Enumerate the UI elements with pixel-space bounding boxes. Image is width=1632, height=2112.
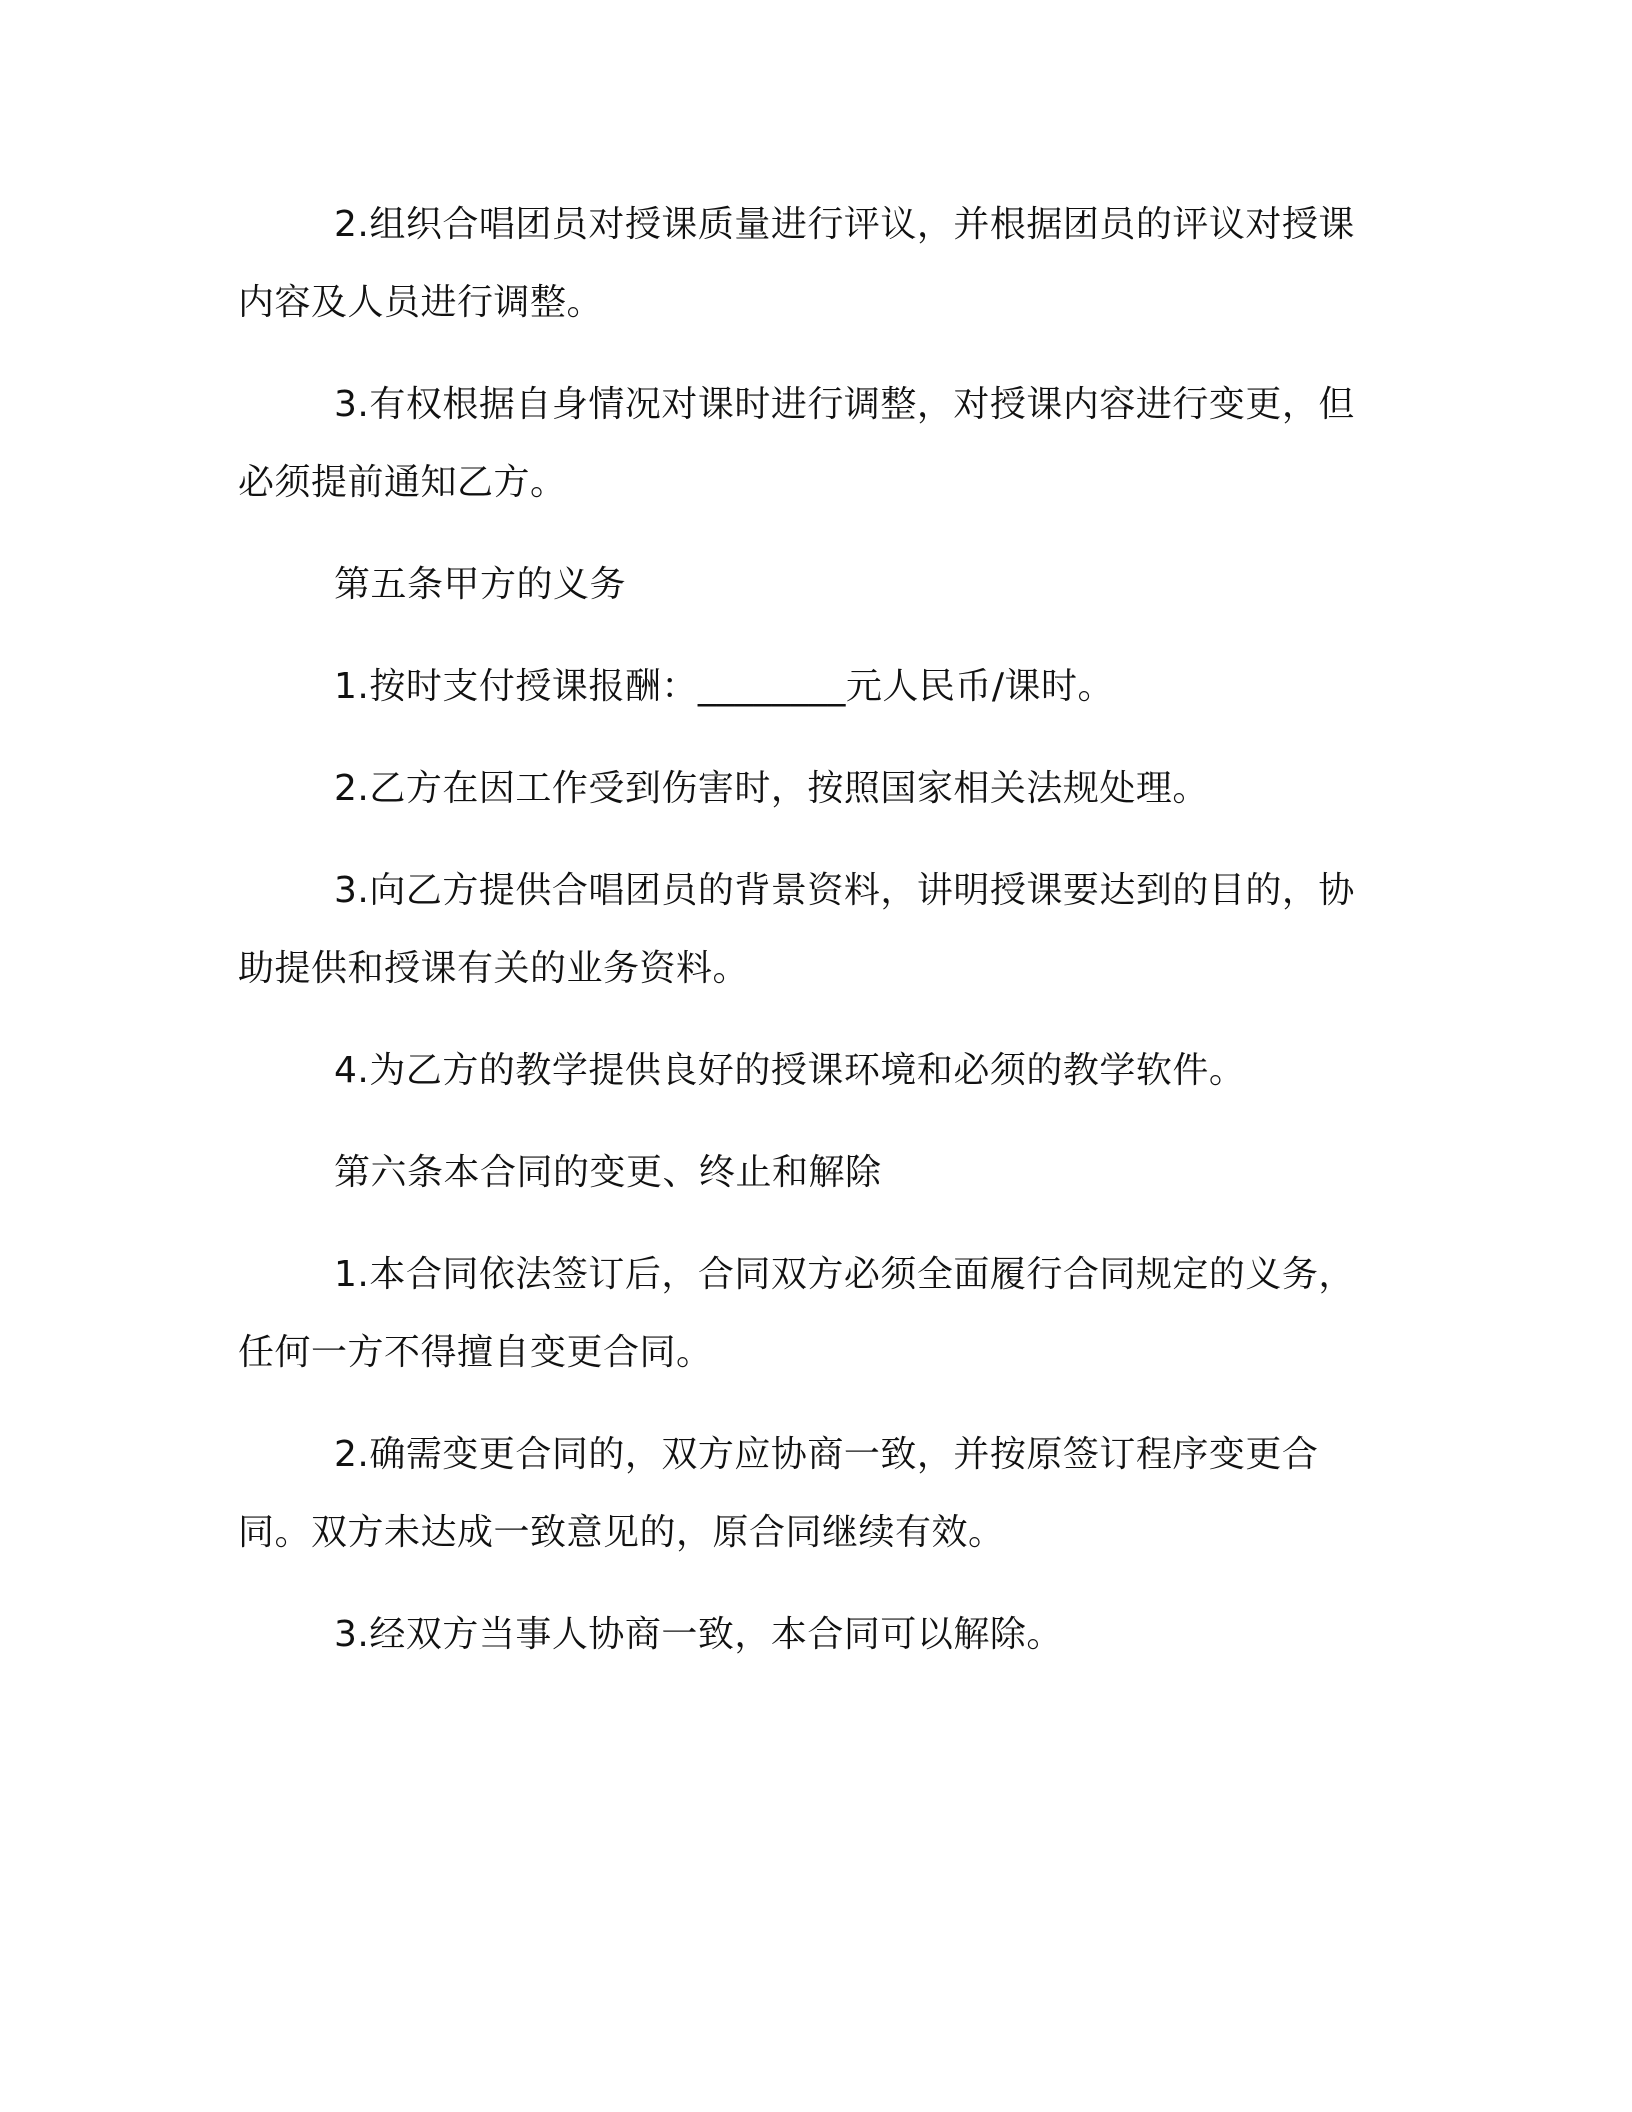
section-heading-article-6: 第六条本合同的变更、终止和解除 xyxy=(334,1152,882,1193)
paragraph-change-2: 2.确需变更合同的，双方应协商一致，并按原签订程序变更合同。双方未达成一致意见的，原合同继续有效。 xyxy=(238,1434,1319,1553)
paragraph-obligation-2: 2.组织合唱团员对授课质量进行评议，并根据团员的评议对授课内容及人员进行调整。 xyxy=(238,204,1355,323)
paragraph-background: 3.向乙方提供合唱团员的背景资料，讲明授课要达到的目的，协助提供和授课有关的业务资料。 xyxy=(238,870,1355,989)
document-body xyxy=(238,186,1378,1698)
paragraph-payment: 1.按时支付授课报酬：________元人民币/课时。 xyxy=(334,666,1114,707)
paragraph-environment: 4.为乙方的教学提供良好的授课环境和必须的教学软件。 xyxy=(334,1050,1246,1091)
paragraph-change-1: 1.本合同依法签订后，合同双方必须全面履行合同规定的义务，任何一方不得擅自变更合同。 xyxy=(238,1254,1355,1373)
paragraph-injury: 2.乙方在因工作受到伤害时，按照国家相关法规处理。 xyxy=(334,768,1209,809)
paragraph-obligation-3: 3.有权根据自身情况对课时进行调整，对授课内容进行变更，但必须提前通知乙方。 xyxy=(238,384,1355,503)
paragraph-change-3: 3.经双方当事人协商一致，本合同可以解除。 xyxy=(334,1614,1063,1655)
section-heading-article-5: 第五条甲方的义务 xyxy=(334,564,627,605)
